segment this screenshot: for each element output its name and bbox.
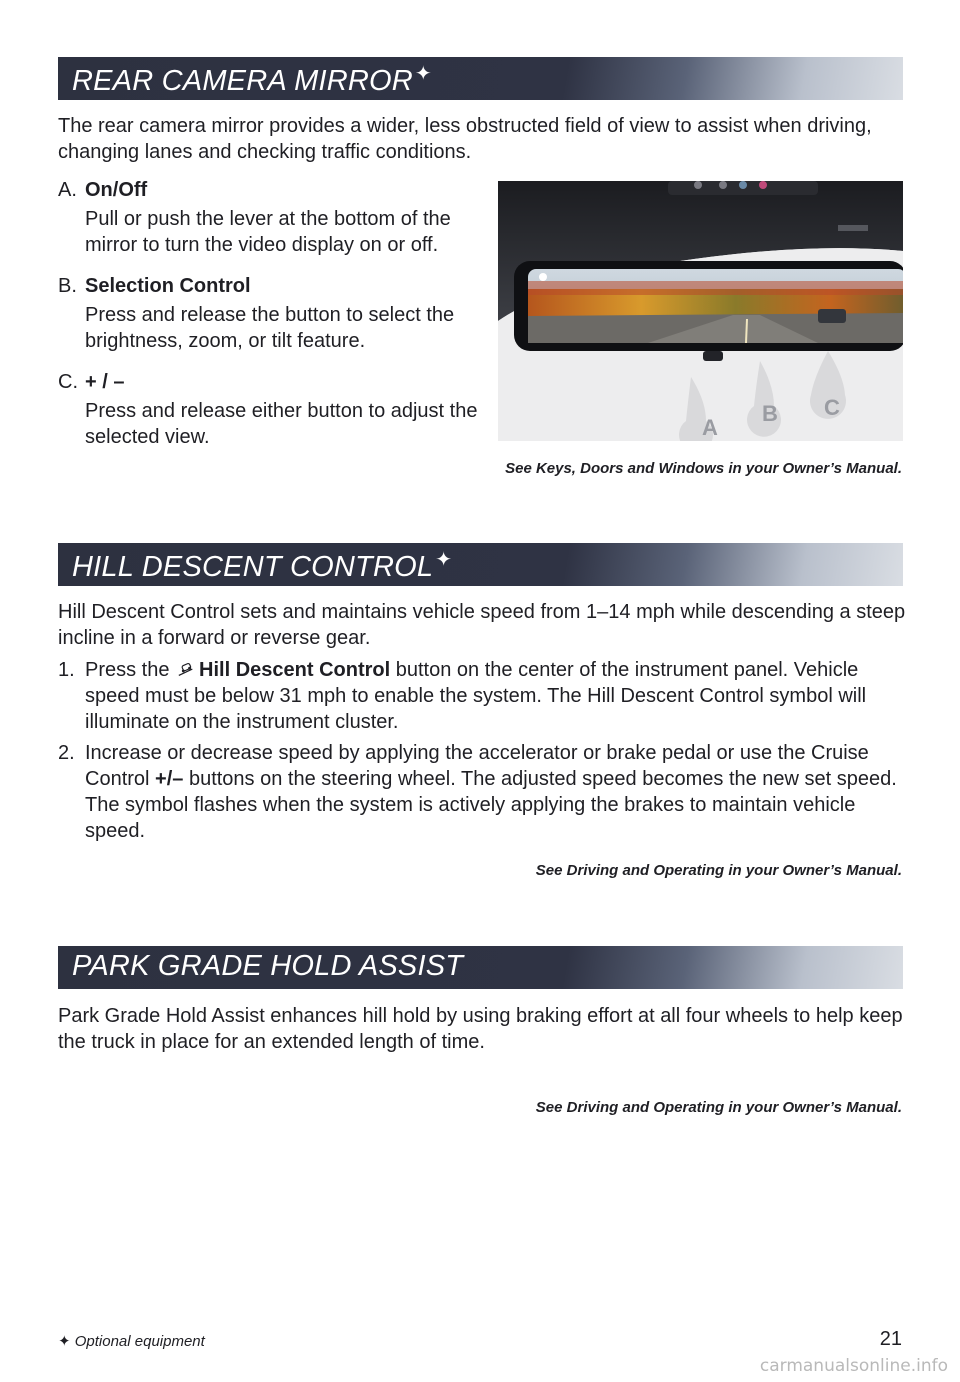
step-text: Increase or decrease speed by applying the accelerator or brake pedal or use the Cruise Control bbox=[85, 742, 869, 790]
park-grade-reference: See Driving and Operating in your Owner’s Manual. bbox=[535, 1099, 902, 1116]
callout-a: A bbox=[702, 415, 718, 440]
hill-descent-icon bbox=[177, 661, 195, 679]
hill-descent-intro: Hill Descent Control sets and maintains vehicle speed from 1–14 mph while descending a steep incline in a forward or reverse gear. bbox=[58, 601, 906, 649]
section-header-hill-descent-control bbox=[58, 543, 903, 586]
item-heading: + / – bbox=[85, 371, 125, 393]
section-header-park-grade-hold-assist bbox=[58, 946, 903, 989]
callout-c: C bbox=[824, 395, 840, 420]
list-item-plus-minus bbox=[58, 369, 488, 450]
step-number: 1. bbox=[58, 659, 75, 681]
section-header-rear-camera-mirror bbox=[58, 57, 903, 100]
step-2 bbox=[58, 740, 908, 844]
item-key: C. bbox=[58, 371, 78, 393]
step-text: buttons on the steering wheel. The adjusted speed becomes the new set speed. The symbol flashes when the system is actively applying the brakes to maintain vehicle speed. bbox=[85, 768, 897, 842]
item-description: Press and release either button to adjust the selected view. bbox=[85, 400, 478, 448]
step-number: 2. bbox=[58, 742, 75, 764]
step-emphasis: +/– bbox=[155, 768, 184, 790]
step-text: Press the bbox=[85, 659, 170, 681]
item-description: Pull or push the lever at the bottom of the mirror to turn the video display on or off. bbox=[85, 208, 451, 256]
optional-equipment-icon: ✦ bbox=[435, 549, 453, 571]
item-key: B. bbox=[58, 275, 77, 297]
park-grade-intro: Park Grade Hold Assist enhances hill hold by using braking effort at all four wheels to help keep the truck in place for an extended length of time. bbox=[58, 1005, 903, 1053]
callout-b: B bbox=[762, 401, 778, 426]
list-item-selection-control bbox=[58, 273, 488, 354]
rear-camera-reference: See Keys, Doors and Windows in your Owner’s Manual. bbox=[505, 460, 902, 477]
watermark: carmanualsonline.info bbox=[759, 1356, 948, 1376]
hill-descent-reference: See Driving and Operating in your Owner’s Manual. bbox=[535, 862, 902, 879]
optional-equipment-note: ✦ Optional equipment bbox=[58, 1333, 205, 1350]
section-title: HILL DESCENT CONTROL bbox=[72, 551, 434, 583]
section-title: PARK GRADE HOLD ASSIST bbox=[72, 950, 464, 982]
rear-camera-intro: The rear camera mirror provides a wider, less obstructed field of view to assist when driving, changing lanes and checking traffic conditions. bbox=[58, 115, 872, 163]
section-title: REAR CAMERA MIRROR bbox=[72, 65, 413, 97]
step-emphasis: Hill Descent Control bbox=[199, 659, 391, 681]
rear-camera-mirror-photo bbox=[498, 181, 903, 441]
optional-equipment-icon: ✦ bbox=[414, 63, 432, 85]
item-heading: Selection Control bbox=[85, 275, 251, 297]
list-item-on-off bbox=[58, 177, 488, 258]
item-heading: On/Off bbox=[85, 179, 148, 201]
page-number: 21 bbox=[879, 1328, 902, 1350]
item-description: Press and release the button to select the brightness, zoom, or tilt feature. bbox=[85, 304, 455, 352]
step-1 bbox=[58, 657, 908, 735]
step-text: button on the center of the instrument panel. Vehicle speed must be below 31 mph to enable the system. The Hill Descent Control symbol will illuminate on the instrument cluster. bbox=[85, 659, 867, 733]
item-key: A. bbox=[58, 179, 77, 201]
